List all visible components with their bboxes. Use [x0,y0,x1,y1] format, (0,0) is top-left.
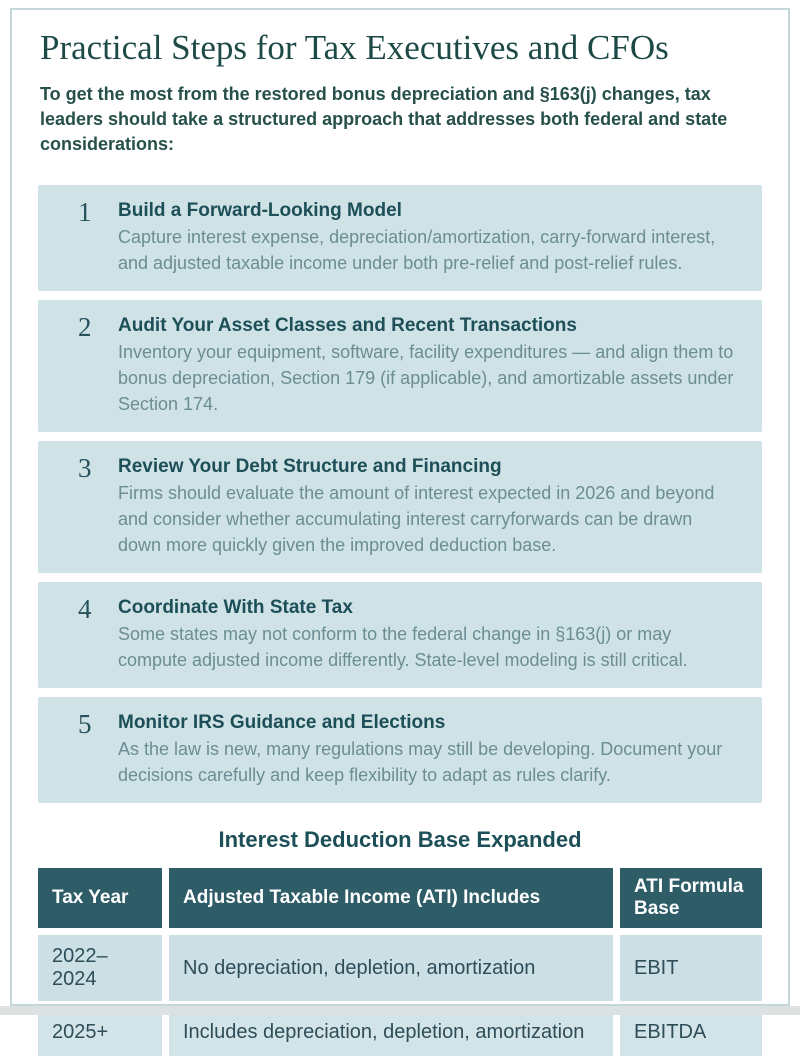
step-title: Audit Your Asset Classes and Recent Transactions [118,315,577,336]
table-row-2-formula-base: EBITDA [620,1008,762,1056]
header-cell-ati-includes: Adjusted Taxable Income (ATI) Includes [169,868,613,928]
header-cell-tax-year: Tax Year [38,868,162,928]
bottom-edge-strip [0,1006,800,1015]
interest-deduction-table [38,868,762,1056]
table-title: Interest Deduction Base Expanded [218,827,582,852]
table-row-1-formula-base: EBIT [620,935,762,1001]
step-title: Monitor IRS Guidance and Elections [118,712,446,733]
step-text [118,313,740,417]
step-body: Firms should evaluate the amount of interest expected in 2026 and beyond and consider whether accumulating interest carryforwards can be drawn down more quickly given the improved deduction base. [118,483,715,555]
step-number: 4 [78,594,92,624]
step-number: 5 [78,709,92,739]
step-text [118,710,740,788]
step-text [118,595,740,673]
step-text [118,454,740,558]
step-number: 2 [78,312,92,342]
page-content [12,10,788,1056]
step-item-4 [38,582,762,688]
step-title: Review Your Debt Structure and Financing [118,456,502,477]
step-title: Build a Forward-Looking Model [118,200,402,221]
step-number: 3 [78,453,92,483]
steps-list [38,185,762,803]
table-row-2-ati-includes: Includes depreciation, depletion, amortization [169,1008,613,1056]
header-cell-ati-formula-base: ATI Formula Base [620,868,762,928]
step-item-1 [38,185,762,291]
step-title: Coordinate With State Tax [118,597,353,618]
table-row-1-ati-includes: No depreciation, depletion, amortization [169,935,613,1001]
step-text [118,198,740,276]
step-body: As the law is new, many regulations may still be developing. Document your decisions carefully and keep flexibility to adapt as rules clarify. [118,739,723,785]
step-number: 1 [78,197,92,227]
table-row-2-tax-year: 2025+ [38,1008,162,1056]
step-item-2 [38,300,762,432]
step-body: Some states may not conform to the federal change in §163(j) or may compute adjusted income differently. State-level modeling is still critical. [118,624,688,670]
step-body: Inventory your equipment, software, facility expenditures — and align them to bonus depreciation, Section 179 (if applicable), and amortizable assets under Section 174. [118,342,734,414]
page-title: Practical Steps for Tax Executives and CFOs [40,28,669,67]
step-body: Capture interest expense, depreciation/amortization, carry-forward interest, and adjusted taxable income under both pre-relief and post-relief rules. [118,227,716,273]
intro-text: To get the most from the restored bonus depreciation and §163(j) changes, tax leaders should take a structured approach that addresses both federal and state considerations: [40,84,728,154]
step-item-3 [38,441,762,573]
step-item-5 [38,697,762,803]
table-row-1-tax-year: 2022–2024 [38,935,162,1001]
page-frame [10,8,790,1043]
